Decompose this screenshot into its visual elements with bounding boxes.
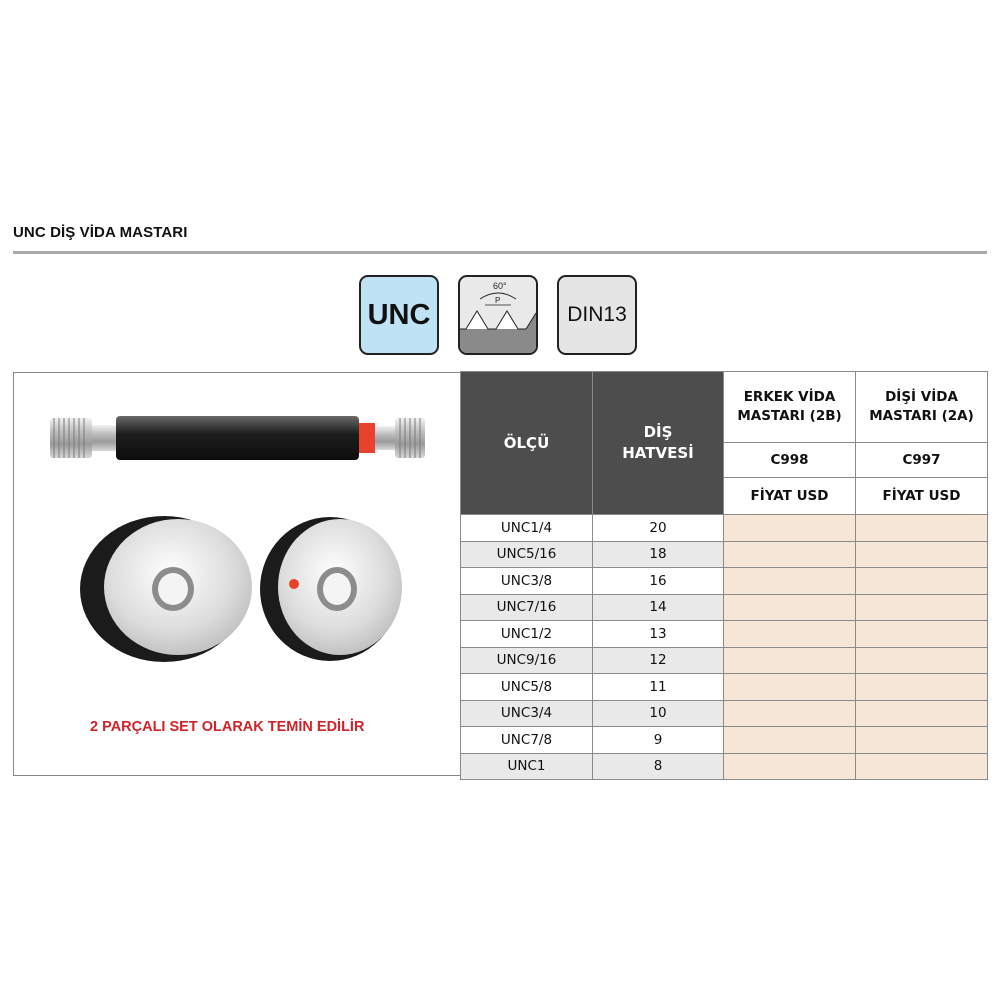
male-price-cell [724,753,856,780]
male-price-cell [724,674,856,701]
gauge-set-illustration [14,373,460,775]
specification-table [460,371,988,780]
product-image-panel [13,372,461,776]
size-cell: UNC1/2 [461,621,593,648]
male-price-cell [724,727,856,754]
pitch-cell: 8 [593,753,724,780]
title-divider [13,251,987,254]
female-price-cell [856,674,988,701]
size-cell: UNC7/16 [461,594,593,621]
table-row [461,621,988,648]
table-row [461,541,988,568]
size-cell: UNC5/8 [461,674,593,701]
size-cell: UNC9/16 [461,647,593,674]
male-price-cell [724,647,856,674]
size-cell: UNC7/8 [461,727,593,754]
page-title: UNC DİŞ VİDA MASTARI [13,224,188,241]
female-price-cell [856,594,988,621]
size-cell: UNC1/4 [461,515,593,542]
no-go-dot [289,579,299,589]
size-cell: UNC3/8 [461,568,593,595]
set-supply-note: 2 PARÇALI SET OLARAK TEMİN EDİLİR [90,719,365,735]
thread-type-badge [359,275,439,355]
plug-thread-left [50,418,92,458]
pitch-cell: 9 [593,727,724,754]
pitch-cell: 13 [593,621,724,648]
female-price-cell [856,568,988,595]
male-price-header: FİYAT USD [724,478,856,515]
header-female-gauge: DİŞİ VİDA MASTARI (2A) [856,372,988,443]
male-price-cell [724,515,856,542]
header-pitch: DİŞ HATVESİ [593,372,724,515]
male-price-cell [724,621,856,648]
pitch-cell: 11 [593,674,724,701]
angle-label: 60° [493,281,507,291]
red-no-go-band [359,423,375,453]
pitch-cell: 20 [593,515,724,542]
plug-gauge [50,416,425,460]
female-price-cell [856,647,988,674]
table-row [461,647,988,674]
table-row [461,568,988,595]
female-price-cell [856,727,988,754]
ring-gauge-go [80,516,252,662]
table-row [461,515,988,542]
standard-label: DIN13 [567,303,627,326]
plug-thread-right [395,418,425,458]
thread-type-label: UNC [367,298,431,331]
pitch-cell: 12 [593,647,724,674]
table-row [461,753,988,780]
female-price-cell [856,541,988,568]
female-price-cell [856,621,988,648]
size-cell: UNC1 [461,753,593,780]
female-price-cell [856,753,988,780]
pitch-symbol: P [495,296,501,305]
pitch-cell: 18 [593,541,724,568]
size-cell: UNC3/4 [461,700,593,727]
table-row [461,700,988,727]
ring-gauge-no-go [260,517,402,661]
female-price-cell [856,515,988,542]
male-product-code: C998 [724,443,856,478]
table-row [461,674,988,701]
male-price-cell [724,541,856,568]
male-price-cell [724,594,856,621]
table-row [461,727,988,754]
header-male-gauge: ERKEK VİDA MASTARI (2B) [724,372,856,443]
plug-handle [116,416,359,460]
thread-profile-icon [460,277,536,353]
table-row [461,594,988,621]
pitch-cell: 14 [593,594,724,621]
female-price-header: FİYAT USD [856,478,988,515]
pitch-cell: 10 [593,700,724,727]
pitch-cell: 16 [593,568,724,595]
female-product-code: C997 [856,443,988,478]
male-price-cell [724,700,856,727]
size-cell: UNC5/16 [461,541,593,568]
male-price-cell [724,568,856,595]
female-price-cell [856,700,988,727]
thread-profile-badge [458,275,538,355]
standard-badge [557,275,637,355]
header-size: ÖLÇÜ [461,372,593,515]
